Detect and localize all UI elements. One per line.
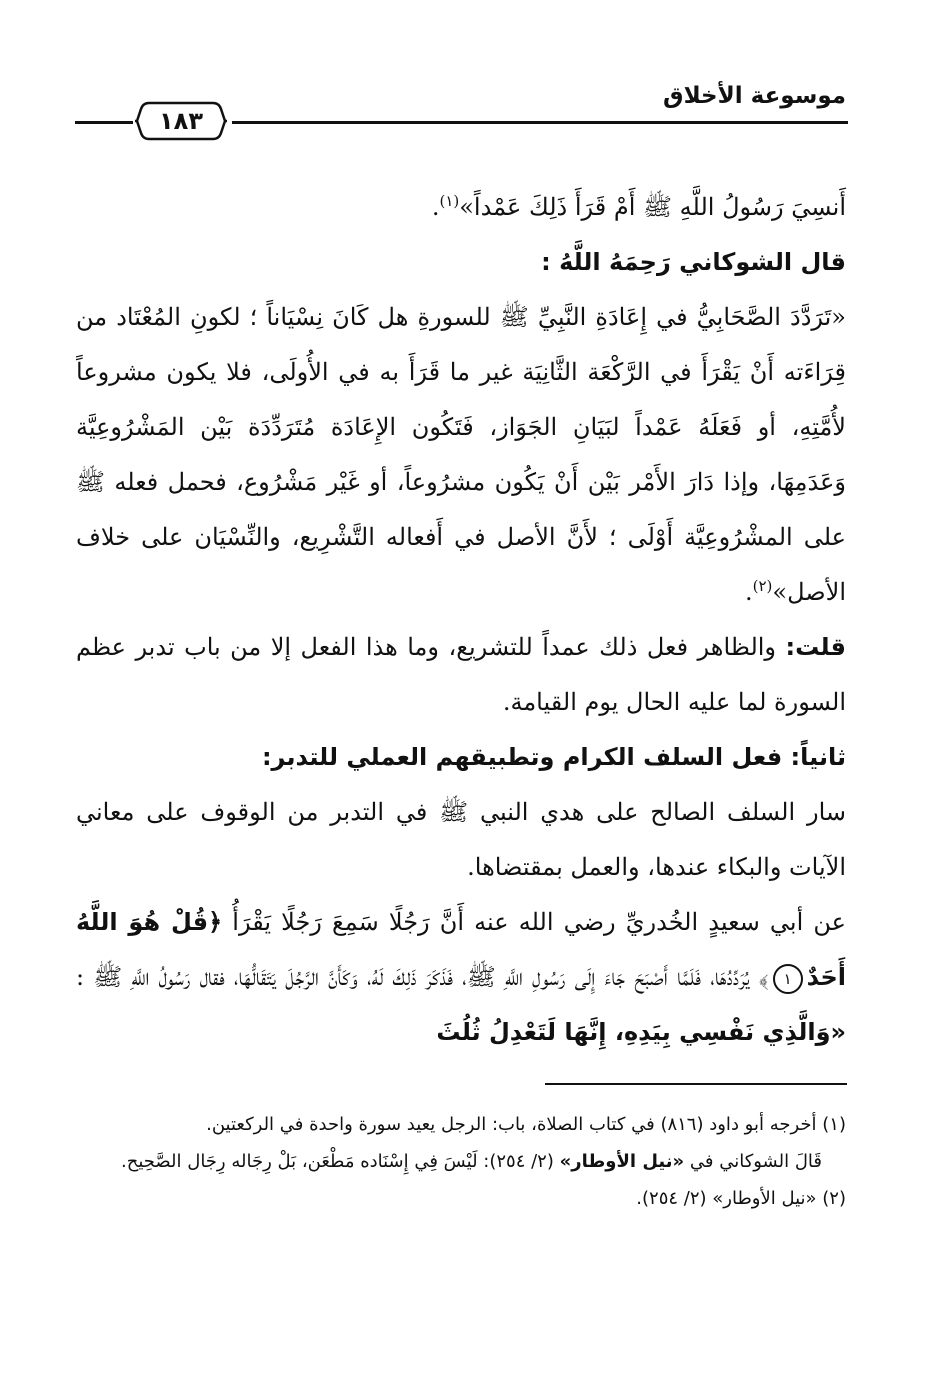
paragraph: سار السلف الصالح على هدي النبي ﷺ في التدبر من الوقوف على معاني الآيات والبكاء عندها، والعمل بمقتضاها. bbox=[76, 798, 846, 881]
text-run: . bbox=[431, 193, 440, 221]
footnote-2: (٢) «نيل الأوطار» (٢/ ٢٥٤). bbox=[636, 1188, 846, 1209]
page-number: ١٨٣ bbox=[159, 107, 203, 135]
text-run: عن أبي سعيدٍ الخُدريِّ رضي الله عنه أَنَّ رَجُلًا سَمِعَ رَجُلًا يَقْرَأُ bbox=[222, 908, 846, 936]
page-number-frame bbox=[135, 99, 227, 143]
text-run: . bbox=[744, 578, 753, 606]
section-heading: قال الشوكاني رَحِمَهُ اللَّهُ : bbox=[541, 248, 846, 276]
verse-number-icon: ١ bbox=[773, 964, 803, 994]
main-text bbox=[76, 180, 846, 1060]
text-run: والظاهر فعل ذلك عمداً للتشريع، وما هذا الفعل إلا من باب تدبر عظم السورة لما عليه الحال يوم القيامة. bbox=[76, 633, 846, 716]
quote-paragraph bbox=[76, 290, 846, 620]
paragraph bbox=[76, 180, 846, 235]
section-heading: ثانياً: فعل السلف الكرام وتطبيقهم العملي للتدبر: bbox=[261, 743, 846, 771]
hadith-paragraph bbox=[76, 895, 846, 1060]
footnote-rule bbox=[545, 1083, 847, 1085]
text-run: ﴾ يُرَدِّدُهَا، فَلَمَّا أَصْبَحَ جَاءَ إِلَى رَسُولِ اللَّهِ ﷺ، فَذَكَرَ ذَلِكَ لَهُ، وَكَأَنَّ الرَّجُلَ يَتَقَالُّهَا، فقال رَسُولُ اللَّهِ ﷺ : bbox=[76, 963, 769, 991]
text-run: قَالَ الشوكاني في bbox=[684, 1151, 822, 1172]
text-run: «تَرَدَّدَ الصَّحَابِيُّ في إِعَادَةِ النَّبِيِّ ﷺ للسورةِ هل كَانَ نِسْيَاناً ؛ لكونِ المُعْتَاد من قِرَاءَته أَنْ يَقْرَأَ في الرَّكْعَة الثَّانِيَة غير ما قَرَأَ به في الأُولَى، فلا يكون مشروعاً لأُمَّتِهِ، أو فَعَلَهُ عَمْداً لبَيَانِ الجَوَاز، فَتَكُون الإِعَادَة مُتَرَدِّدَة بَيْن المَشْرُوعِيَّة وَعَدَمِهَا، وإذا دَارَ الأَمْر بَيْن أَنْ يَكُون مشرُوعاً، أو غَيْر مَشْرُوع، فحمل فعله ﷺ على المشْرُوعِيَّة أَوْلَى ؛ لأَنَّ الأصل في أَفعاله التَّشْرِيع، والنِّسْيَان على خلاف الأصل» bbox=[76, 303, 847, 606]
footnote-ref[interactable]: (١) bbox=[439, 192, 460, 210]
text-run: (٢/ ٢٥٤): لَيْسَ فِي إِسْنَاده مَطْعَن، بَلْ رِجَاله رِجَال الصَّحِيح. bbox=[121, 1151, 560, 1172]
footnotes bbox=[76, 1106, 846, 1217]
book-title: موسوعة الأخلاق bbox=[663, 83, 846, 109]
header-rule-short bbox=[75, 121, 133, 124]
footnote-1: (١) أخرجه أبو داود (٨١٦) في كتاب الصلاة، باب: الرجل يعيد سورة واحدة في الركعتين. bbox=[206, 1114, 846, 1135]
paragraph bbox=[76, 620, 846, 730]
footnote-ref[interactable]: (٢) bbox=[752, 577, 773, 595]
footnote-1-continued bbox=[76, 1143, 846, 1180]
quran-verse: ﴿قُلْ هُوَ اللَّهُ أَحَدٌ bbox=[76, 908, 846, 991]
label-qultu: قلت: bbox=[785, 633, 846, 661]
header-rule bbox=[232, 121, 848, 124]
hadith-text: «وَالَّذِي نَفْسِي بِيَدِهِ، إِنَّهَا لَتَعْدِلُ ثُلُثَ bbox=[436, 1018, 846, 1046]
book-reference: «نيل الأوطار» bbox=[559, 1151, 685, 1172]
text-run: أَنسِيَ رَسُولُ اللَّهِ ﷺ أَمْ قَرَأَ ذَلِكَ عَمْداً» bbox=[459, 193, 846, 221]
